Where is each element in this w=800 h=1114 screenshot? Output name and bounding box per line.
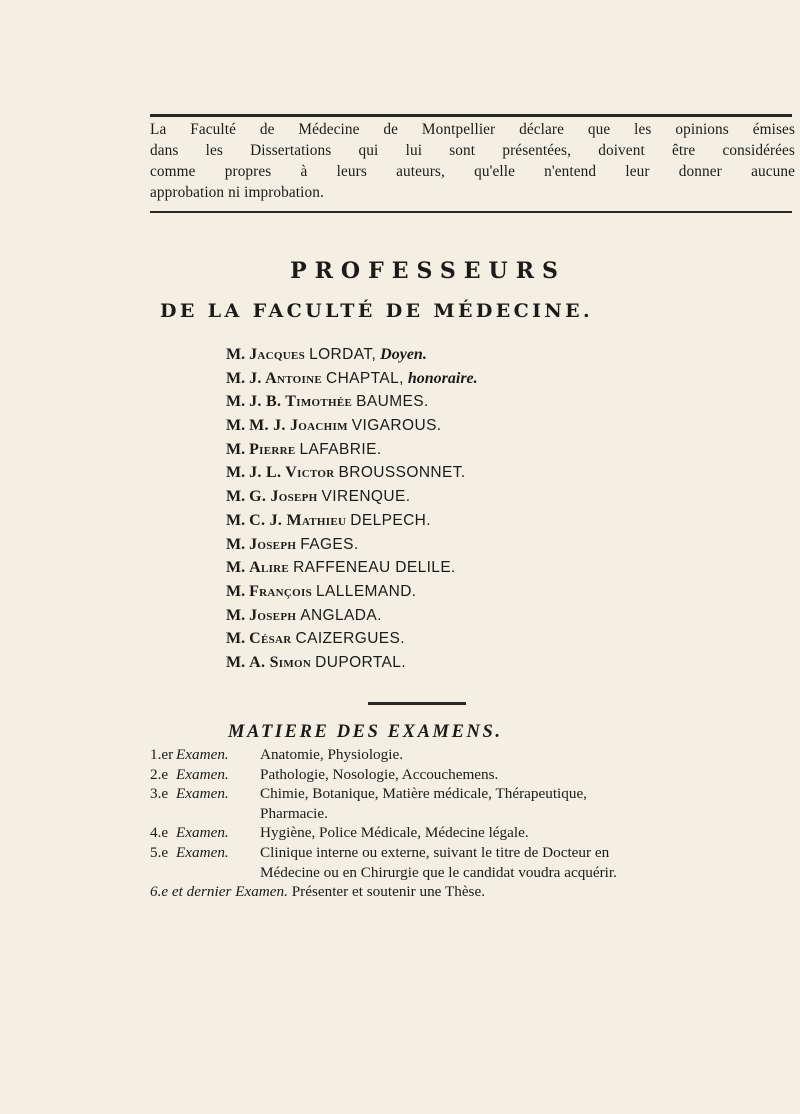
- exam-number: 5.e: [150, 843, 169, 861]
- professor-given-name: Alire: [249, 559, 290, 577]
- professor-given-name: G. Joseph: [249, 488, 318, 506]
- section-rule: [150, 211, 792, 213]
- professor-prefix: M.: [226, 653, 246, 671]
- disclaimer-line: dans les Dissertations qui lui sont présentées, doivent être considérées: [150, 142, 795, 159]
- professor-given-name: Joseph: [249, 535, 297, 553]
- professor-prefix: M.: [226, 417, 246, 435]
- exam-label: Examen.: [176, 824, 229, 842]
- professor-given-name: J. B. Timothée: [249, 393, 353, 411]
- exam-list: [150, 745, 800, 902]
- exam-subject-line: Hygiène, Police Médicale, Médecine légale.: [260, 824, 529, 842]
- professor-given-name: Pierre: [249, 440, 296, 458]
- professor-row: [226, 533, 646, 557]
- professor-row: [226, 461, 646, 485]
- professor-prefix: M.: [226, 464, 246, 482]
- professor-surname: LAFABRIE.: [299, 440, 382, 458]
- exam-row: [150, 784, 800, 823]
- professor-row: [226, 367, 646, 391]
- exam-number: 1.er: [150, 746, 174, 763]
- disclaimer-line: comme propres à leurs auteurs, qu'elle n'entend leur donner aucune: [150, 163, 795, 180]
- professor-prefix: M.: [226, 559, 246, 577]
- professor-prefix: M.: [226, 630, 246, 648]
- professor-surname: ANGLADA.: [300, 606, 382, 624]
- professor-surname: RAFFENEAU DELILE.: [293, 559, 456, 577]
- professor-given-name: Joseph: [249, 606, 297, 624]
- exam-subject-line: Chimie, Botanique, Matière médicale, Thérapeutique,: [260, 785, 587, 803]
- divider-rule: [368, 702, 466, 705]
- professor-row: [226, 509, 646, 533]
- exam-subject-line: Anatomie, Physiologie.: [260, 746, 404, 763]
- professor-given-name: C. J. Mathieu: [249, 511, 347, 529]
- professor-given-name: François: [249, 582, 313, 600]
- exam-row: [150, 765, 800, 785]
- final-exam-line: [150, 882, 800, 902]
- exam-subjects: [260, 823, 792, 843]
- exam-row: [150, 823, 800, 843]
- professor-given-name: M. J. Joachim: [249, 417, 348, 435]
- exams-heading: MATIERE DES EXAMENS.: [228, 722, 503, 742]
- professor-prefix: M.: [226, 606, 246, 624]
- professor-row: [226, 414, 646, 438]
- exam-label: Examen.: [176, 785, 229, 803]
- exam-row: [150, 843, 800, 882]
- professor-prefix: M.: [226, 511, 246, 529]
- top-rule: [150, 114, 792, 117]
- professor-row: [226, 604, 646, 628]
- exam-subject-line: Pathologie, Nosologie, Accouchemens.: [260, 765, 499, 783]
- professor-surname: BROUSSONNET.: [338, 464, 466, 482]
- exam-row: [150, 745, 800, 765]
- professor-surname: FAGES.: [300, 535, 359, 553]
- professor-given-name: A. Simon: [249, 653, 312, 671]
- professor-surname: CAIZERGUES.: [295, 630, 405, 648]
- professor-surname: DELPECH.: [350, 511, 431, 529]
- professor-row: [226, 485, 646, 509]
- exam-subject-line: Médecine ou en Chirurgie que le candidat voudra acquérir.: [260, 863, 617, 881]
- professor-prefix: M.: [226, 535, 246, 553]
- professor-row: [226, 343, 646, 367]
- professor-row: [226, 651, 646, 675]
- exam-label: Examen.: [176, 765, 229, 783]
- exam-label: Examen.: [176, 843, 229, 861]
- final-exam-row: [150, 882, 800, 902]
- professor-surname: VIRENQUE.: [321, 488, 411, 506]
- professor-row: [226, 627, 646, 651]
- professor-prefix: M.: [226, 440, 246, 458]
- exam-subject-line: Clinique interne ou externe, suivant le titre de Docteur en: [260, 843, 610, 861]
- professor-role: Doyen.: [380, 346, 427, 363]
- exam-number: 4.e: [150, 824, 169, 842]
- professors-title: PROFESSEURS: [290, 258, 566, 284]
- exam-number: 3.e: [150, 785, 169, 803]
- exam-subjects: [260, 843, 792, 882]
- final-exam-label: 6.e et dernier Examen.: [150, 883, 288, 901]
- professor-row: [226, 390, 646, 414]
- professor-surname: BAUMES.: [356, 393, 429, 411]
- exam-subjects: [260, 784, 792, 823]
- faculty-subtitle: DE LA FACULTÉ DE MÉDECINE.: [160, 300, 594, 322]
- exam-subjects: [260, 745, 792, 765]
- professor-list: [226, 343, 646, 675]
- professor-surname: LORDAT,: [309, 346, 377, 363]
- exam-number: 2.e: [150, 765, 169, 783]
- exam-label: Examen.: [176, 746, 229, 763]
- professor-role: honoraire.: [407, 369, 478, 387]
- disclaimer-line: La Faculté de Médecine de Montpellier déclare que les opinions émises: [150, 121, 795, 138]
- disclaimer-line: approbation ni improbation.: [150, 184, 324, 201]
- professor-prefix: M.: [226, 393, 246, 411]
- exam-subjects: [260, 765, 792, 785]
- disclaimer-paragraph: [150, 119, 795, 203]
- professor-given-name: J. L. Victor: [249, 464, 335, 482]
- professor-prefix: M.: [226, 346, 246, 363]
- professor-row: [226, 580, 646, 604]
- exam-subject-line: Pharmacie.: [260, 804, 328, 822]
- professor-prefix: M.: [226, 582, 246, 600]
- professor-given-name: Jacques: [249, 346, 306, 363]
- professor-surname: LALLEMAND.: [316, 582, 417, 600]
- professor-given-name: J. Antoine: [249, 369, 322, 387]
- final-exam-text: Présenter et soutenir une Thèse.: [291, 883, 486, 901]
- professor-row: [226, 438, 646, 462]
- professor-surname: VIGAROUS.: [351, 417, 442, 435]
- professor-surname: DUPORTAL.: [315, 653, 407, 671]
- professor-prefix: M.: [226, 369, 246, 387]
- professor-given-name: César: [249, 630, 292, 648]
- professor-prefix: M.: [226, 488, 246, 506]
- professor-row: [226, 556, 646, 580]
- professor-surname: CHAPTAL,: [325, 369, 404, 387]
